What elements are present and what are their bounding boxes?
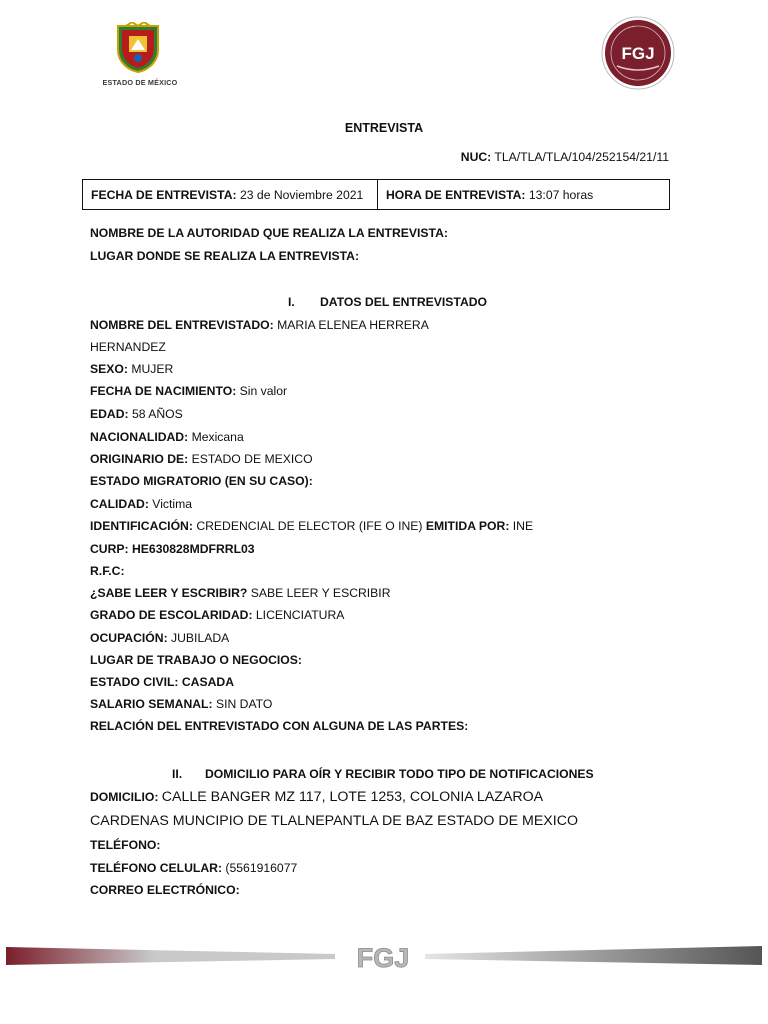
- nombre-value-line1: MARIA ELENEA HERRERA: [277, 318, 429, 332]
- civil-field: [90, 675, 234, 689]
- calidad-value: Victima: [152, 497, 193, 511]
- telefono-label: TELÉFONO:: [90, 838, 161, 852]
- footer-fgj-band: [0, 940, 768, 974]
- domicilio-line2: CARDENAS MUNCIPIO DE TLALNEPANTLA DE BAZ ESTADO DE MEXICO: [90, 813, 578, 829]
- nacionalidad-label: NACIONALIDAD:: [90, 430, 189, 444]
- salario-value: SIN DATO: [215, 697, 273, 711]
- interview-datetime-table: [82, 179, 670, 210]
- nacimiento-value: Sin valor: [239, 384, 288, 398]
- sexo-label: SEXO:: [90, 362, 128, 376]
- domicilio-field: [90, 789, 543, 805]
- curp-value: HE630828MDFRRL03: [131, 542, 255, 556]
- nombre-value-line2: HERNANDEZ: [90, 340, 166, 354]
- escolaridad-field: [90, 608, 344, 622]
- rfc-label: R.F.C:: [90, 564, 125, 578]
- curp-label: CURP:: [90, 542, 129, 556]
- document-title: ENTREVISTA: [344, 121, 424, 135]
- leer-value: SABE LEER Y ESCRIBIR: [250, 586, 391, 600]
- originario-value: ESTADO DE MEXICO: [191, 452, 313, 466]
- identificacion-label: IDENTIFICACIÓN:: [90, 519, 193, 533]
- hora-cell: [378, 180, 669, 209]
- escolaridad-label: GRADO DE ESCOLARIDAD:: [90, 608, 253, 622]
- nacimiento-label: FECHA DE NACIMIENTO:: [90, 384, 237, 398]
- domicilio-line1: CALLE BANGER MZ 117, LOTE 1253, COLONIA LAZAROA: [161, 789, 544, 805]
- migratorio-label: ESTADO MIGRATORIO (EN SU CASO):: [90, 474, 313, 488]
- salario-label: SALARIO SEMANAL:: [90, 697, 213, 711]
- celular-field: [90, 861, 297, 875]
- originario-field: [90, 452, 313, 466]
- identificacion-value: CREDENCIAL DE ELECTOR (IFE O INE): [196, 519, 423, 533]
- celular-label: TELÉFONO CELULAR:: [90, 861, 223, 875]
- ocupacion-field: [90, 631, 229, 645]
- autoridad-label: NOMBRE DE LA AUTORIDAD QUE REALIZA LA ENTREVISTA:: [90, 226, 448, 240]
- emitida-label: EMITIDA POR:: [425, 519, 510, 533]
- nombre-field: [90, 318, 429, 332]
- civil-value: CASADA: [181, 675, 235, 689]
- footer-fgj-text: FGJ: [356, 943, 410, 973]
- fecha-value: 23 de Noviembre 2021: [239, 187, 364, 202]
- originario-label: ORIGINARIO DE:: [90, 452, 189, 466]
- fecha-label: FECHA DE ENTREVISTA:: [91, 187, 237, 202]
- edad-field: [90, 407, 183, 421]
- nombre-label: NOMBRE DEL ENTREVISTADO:: [90, 318, 274, 332]
- correo-label: CORREO ELECTRÓNICO:: [90, 883, 240, 897]
- ocupacion-value: JUBILADA: [171, 631, 230, 645]
- domicilio-label: DOMICILIO:: [90, 790, 159, 804]
- nacionalidad-field: [90, 430, 244, 444]
- leer-label: ¿SABE LEER Y ESCRIBIR?: [90, 586, 248, 600]
- lugar-label: LUGAR DONDE SE REALIZA LA ENTREVISTA:: [90, 249, 360, 263]
- section-1-title: DATOS DEL ENTREVISTADO: [320, 295, 488, 309]
- trabajo-label: LUGAR DE TRABAJO O NEGOCIOS:: [90, 653, 302, 667]
- sexo-value: MUJER: [131, 362, 174, 376]
- civil-label: ESTADO CIVIL:: [90, 675, 179, 689]
- sexo-field: [90, 362, 173, 376]
- nuc-line: [461, 150, 669, 164]
- nacimiento-field: [90, 384, 287, 398]
- hora-value: 13:07 horas: [528, 187, 594, 202]
- fgj-seal-text: FGJ: [621, 44, 655, 63]
- relacion-label: RELACIÓN DEL ENTREVISTADO CON ALGUNA DE LAS PARTES:: [90, 719, 469, 733]
- calidad-label: CALIDAD:: [90, 497, 149, 511]
- curp-field: [90, 542, 255, 556]
- salario-field: [90, 697, 272, 711]
- fecha-cell: [83, 180, 378, 209]
- fgj-seal-logo: [601, 16, 675, 90]
- section-1-numeral: I.: [288, 295, 295, 309]
- edad-label: EDAD:: [90, 407, 129, 421]
- leer-field: [90, 586, 391, 600]
- celular-value: (5561916077: [225, 861, 298, 875]
- nuc-value: TLA/TLA/TLA/104/252154/21/11: [494, 150, 669, 164]
- edad-value: 58 AÑOS: [131, 407, 183, 421]
- emitida-value: INE: [512, 519, 534, 533]
- calidad-field: [90, 497, 192, 511]
- section-2-numeral: II.: [172, 767, 183, 781]
- hora-label: HORA DE ENTREVISTA:: [386, 187, 526, 202]
- nacionalidad-value: Mexicana: [191, 430, 244, 444]
- coat-of-arms-icon: [112, 22, 164, 74]
- estado-de-mexico-caption: ESTADO DE MÉXICO: [102, 78, 178, 87]
- section-2-title: DOMICILIO PARA OÍR Y RECIBIR TODO TIPO DE NOTIFICACIONES: [205, 767, 594, 781]
- nuc-label: NUC:: [460, 150, 492, 164]
- escolaridad-value: LICENCIATURA: [255, 608, 345, 622]
- ocupacion-label: OCUPACIÓN:: [90, 631, 168, 645]
- identificacion-field: [90, 519, 533, 533]
